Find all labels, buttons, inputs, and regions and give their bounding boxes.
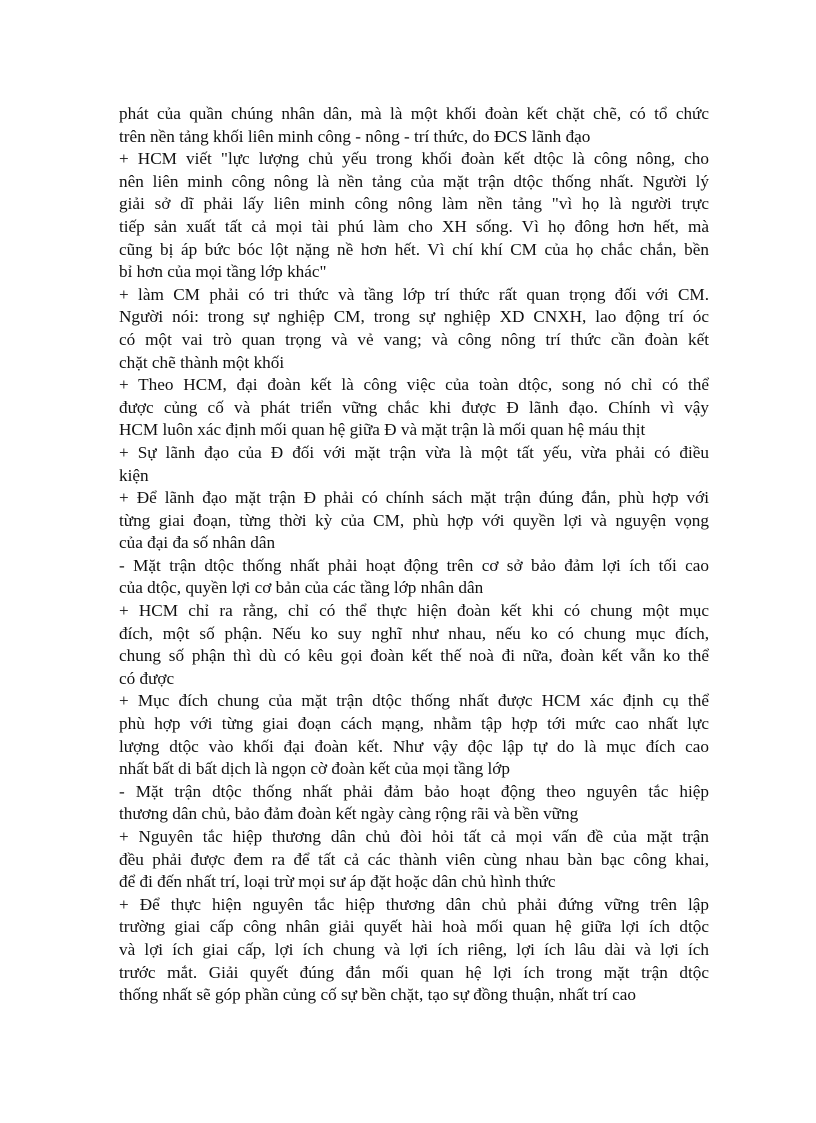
text-line: phát của quần chúng nhân dân, mà là một khối đoàn kết chặt chẽ, có tổ chức <box>119 104 709 123</box>
text-line: trên nền tảng khối liên minh công - nông - trí thức, do ĐCS lãnh đạo <box>119 126 591 146</box>
text-line: + Mục đích chung của mặt trận dtộc thống nhất được HCM xác định cụ thể <box>119 691 709 711</box>
text-line: + làm CM phải có tri thức và tầng lớp trí thức rất quan trọng đối với CM. <box>119 284 709 304</box>
text-line: trước mắt. Giải quyết đúng đắn mối quan hệ lợi ích trong mặt trận dtộc <box>119 962 709 982</box>
text-line: trường giai cấp công nhân giải quyết hài hoà mối quan hệ giữa lợi ích dtộc <box>119 917 709 937</box>
text-line: HCM luôn xác định mối quan hệ giữa Đ và mặt trận là mối quan hệ máu thịt <box>119 420 646 440</box>
text-line: của dtộc, quyền lợi cơ bản của các tầng lớp nhân dân <box>119 578 484 598</box>
text-line: của đại đa số nhân dân <box>119 533 276 553</box>
text-line: có một vai trò quan trọng và vẻ vang; và công nông trí thức cần đoàn kết <box>119 329 709 349</box>
text-line: kiện <box>119 465 149 485</box>
text-line: đều phải được đem ra để tất cả các thành viên cùng nhau bàn bạc công khai, <box>119 849 709 869</box>
text-line: chặt chẽ thành một khối <box>119 352 285 372</box>
text-line: và lợi ích giai cấp, lợi ích chung và lợi ích riêng, lợi ích lâu dài và lợi ích <box>119 939 709 959</box>
text-line: nên liên minh công nông là nền tảng của mặt trận dtộc thống nhất. Người lý <box>119 171 709 191</box>
text-line: phù hợp với từng giai đoạn cách mạng, nhằm tập hợp tới mức cao nhất lực <box>119 714 709 734</box>
text-line: giải sở dĩ phải lấy liên minh công nông làm nền tảng "vì họ là người trực <box>119 194 709 214</box>
text-line: có được <box>119 668 175 688</box>
text-line: để đi đến nhất trí, loại trừ mọi sư áp đặt hoặc dân chủ hình thức <box>119 872 556 892</box>
text-line: + Sự lãnh đạo của Đ đối với mặt trận vừa là một tất yếu, vừa phải có điều <box>119 442 709 462</box>
text-line: bỉ hơn của mọi tầng lớp khác" <box>119 262 327 282</box>
text-line: Người nói: trong sự nghiệp CM, trong sự nghiệp XD CNXH, lao động trí óc <box>119 307 709 327</box>
text-line: lượng dtộc vào khối đại đoàn kết. Như vậy độc lập tự do là mục đích cao <box>119 736 709 756</box>
text-line: + HCM chỉ ra rằng, chỉ có thể thực hiện đoàn kết khi có chung một mục <box>119 601 709 621</box>
text-line: + Để lãnh đạo mặt trận Đ phải có chính sách mặt trận đúng đắn, phù hợp với <box>119 488 709 508</box>
text-line: từng giai đoạn, từng thời kỳ của CM, phù hợp với quyền lợi và nguyện vọng <box>119 510 709 530</box>
text-line: + HCM viết "lực lượng chủ yếu trong khối đoàn kết dtộc là công nông, cho <box>119 149 709 169</box>
text-line: chung số phận thì dù có kêu gọi đoàn kết thế noà đi nữa, đoàn kết vẫn ko thể <box>119 646 709 666</box>
body-text <box>119 103 709 1007</box>
text-line: được củng cố và phát triển vững chắc khi được Đ lãnh đạo. Chính vì vậy <box>119 397 709 417</box>
text-line: - Mặt trận dtộc thống nhất phải đảm bảo hoạt động theo nguyên tắc hiệp <box>119 781 709 801</box>
text-line: tiếp sản xuất tất cả mọi tài phú làm cho XH sống. Vì họ đông hơn hết, mà <box>119 216 709 236</box>
text-line: đích, một số phận. Nếu ko suy nghĩ như nhau, nếu ko có chung mục đích, <box>119 623 709 643</box>
text-line: thương dân chủ, bảo đảm đoàn kết ngày càng rộng rãi và bền vững <box>119 804 579 824</box>
text-line: + Theo HCM, đại đoàn kết là công việc của toàn dtộc, song nó chỉ có thể <box>119 375 709 395</box>
text-line: - Mặt trận dtộc thống nhất phải hoạt động trên cơ sở bảo đảm lợi ích tối cao <box>119 555 709 575</box>
text-line: thống nhất sẽ góp phần củng cố sự bền chặt, tạo sự đồng thuận, nhất trí cao <box>119 985 636 1005</box>
text-line: cũng bị áp bức bóc lột nặng nề hơn hết. Vì chí khí CM của họ chắc chắn, bền <box>119 239 709 259</box>
text-line: + Để thực hiện nguyên tắc hiệp thương dân chủ phải đứng vững trên lập <box>119 894 709 914</box>
text-line: + Nguyên tắc hiệp thương dân chủ đòi hỏi tất cả mọi vấn đề của mặt trận <box>119 827 709 846</box>
text-line: nhất bất di bất dịch là ngọn cờ đoàn kết của mọi tầng lớp <box>119 759 510 779</box>
